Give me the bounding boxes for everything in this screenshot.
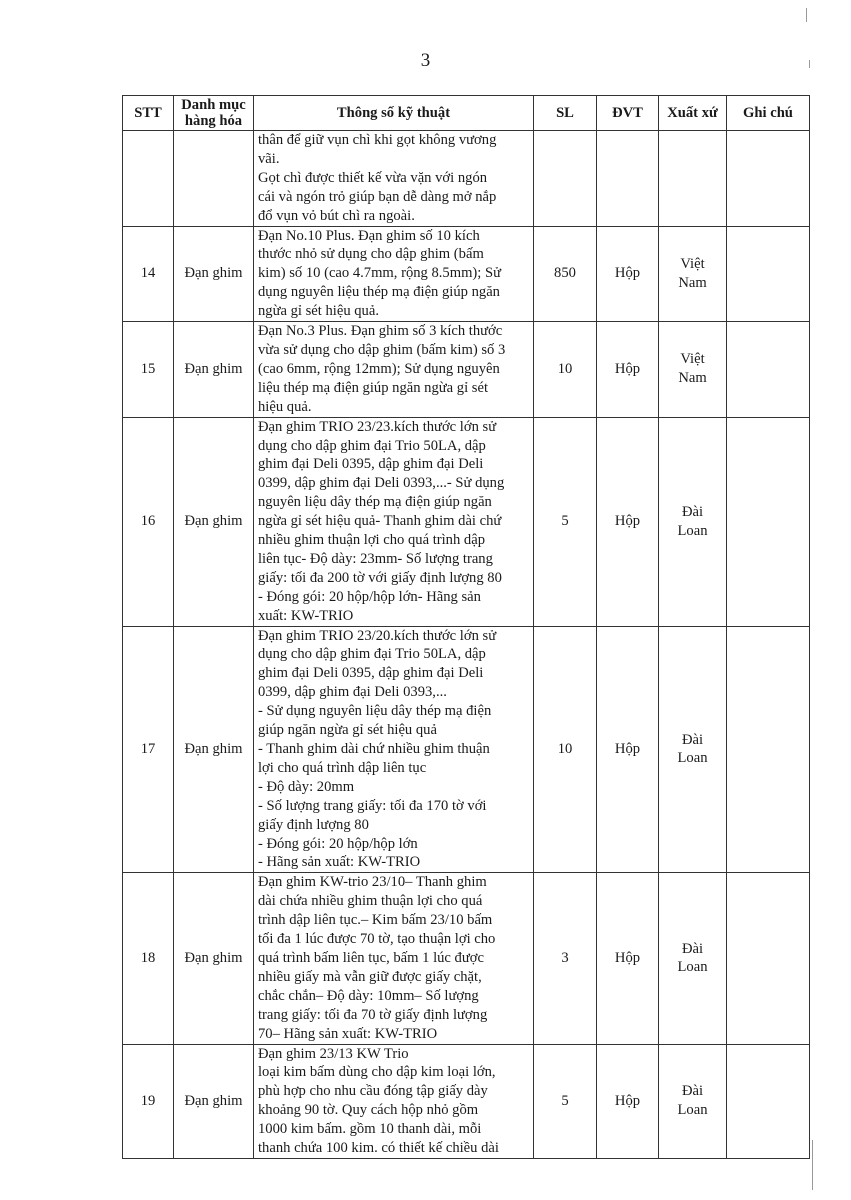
header-stt: STT [123, 96, 174, 131]
spec-line: nhiều ghim thuận lợi cho quá trình dập [258, 532, 485, 549]
spec-line: nhiều giấy mà vẫn giữ được giấy chặt, [258, 968, 482, 985]
spec-line: Đạn ghim TRIO 23/23.kích thước lớn sử [258, 418, 497, 435]
spec-line: nguyên liệu dây thép mạ điện giúp ngăn [258, 494, 492, 511]
spec-cell [254, 626, 534, 873]
spec-line: Đạn ghim KW-trio 23/10– Thanh ghim [258, 874, 487, 891]
origin-cell: Đài Loan [659, 873, 727, 1044]
spec-line: 70– Hãng sản xuất: KW-TRIO [258, 1025, 438, 1042]
note-cell [727, 226, 810, 322]
qty-cell: 3 [534, 873, 597, 1044]
spec-line: trang giấy: tối đa 70 tờ giấy định lượng [258, 1006, 488, 1023]
spec-line: Đạn No.3 Plus. Đạn ghim số 3 kích thước [258, 323, 503, 340]
scan-artifact [806, 8, 807, 22]
spec-line: - Sử dụng nguyên liệu dây thép mạ điện [258, 703, 492, 720]
spec-line: trình dập liên tục.– Kim bấm 23/10 bấm [258, 912, 493, 929]
spec-line: tối đa 1 lúc được 70 tờ, tạo thuận lợi cho [258, 931, 496, 948]
header-item-name: Danh mục hàng hóa [174, 96, 254, 131]
header-spec: Thông số kỹ thuật [254, 96, 534, 131]
spec-line: - Số lượng trang giấy: tối đa 170 tờ với [258, 797, 487, 814]
spec-line: đổ vụn vỏ bút chì ra ngoài. [258, 207, 415, 224]
stt-cell [123, 131, 174, 227]
scan-artifact [809, 60, 810, 68]
origin-cell: Việt Nam [659, 322, 727, 418]
qty-cell: 850 [534, 226, 597, 322]
spec-line: Đạn ghim TRIO 23/20.kích thước lớn sử [258, 627, 497, 644]
origin-cell: Việt Nam [659, 226, 727, 322]
unit-cell [597, 131, 659, 227]
spec-line: cái và ngón trỏ giúp bạn dễ dàng mở nắp [258, 188, 497, 205]
spec-line: 0399, dập ghim đại Deli 0393,...- Sử dụng [258, 475, 505, 492]
item-name-cell: Đạn ghim [174, 626, 254, 873]
spec-line: liệu thép mạ điện giúp ngăn ngừa gỉ sét [258, 379, 489, 396]
spec-line: ngừa gỉ sét hiệu quả. [258, 303, 379, 320]
table-row [123, 873, 810, 1044]
header-qty: SL [534, 96, 597, 131]
spec-line: loại kim bấm dùng cho dập kim loại lớn, [258, 1064, 496, 1081]
item-name-cell [174, 131, 254, 227]
note-cell [727, 626, 810, 873]
unit-cell: Hộp [597, 873, 659, 1044]
unit-cell: Hộp [597, 322, 659, 418]
spec-line: dụng nguyên liệu thép mạ điện giúp ngăn [258, 284, 500, 301]
spec-line: thước nhỏ sử dụng cho dập ghim (bấm [258, 246, 484, 263]
spec-line: - Thanh ghim dài chứ nhiều ghim thuận [258, 741, 490, 757]
unit-cell: Hộp [597, 1044, 659, 1158]
scan-artifact [812, 1140, 813, 1190]
table-row [123, 626, 810, 873]
page-number: 3 [420, 50, 431, 71]
spec-line: quá trình bấm liên tục, bấm 1 lúc được [258, 949, 484, 966]
qty-cell: 10 [534, 322, 597, 418]
stt-cell: 15 [123, 322, 174, 418]
table-body [123, 131, 810, 1159]
spec-line: dụng cho dập ghim đại Trio 50LA, dập [258, 646, 486, 663]
spec-line: - Đóng gói: 20 hộp/hộp lớn- Hãng sản [258, 588, 481, 605]
unit-cell: Hộp [597, 626, 659, 873]
spec-line: giúp ngăn ngừa gỉ sét hiệu quả [258, 722, 437, 739]
spec-line: dụng cho dập ghim đại Trio 50LA, dập [258, 437, 486, 454]
spec-line: vãi. [258, 150, 280, 167]
qty-cell: 5 [534, 1044, 597, 1158]
spec-line: vừa sử dụng cho dập ghim (bấm kim) số 3 [258, 341, 506, 358]
origin-cell: Đài Loan [659, 1044, 727, 1158]
table-row [123, 1044, 810, 1158]
spec-line: hiệu quả. [258, 398, 312, 415]
spec-line: khoảng 90 tờ. Quy cách hộp nhỏ gồm [258, 1102, 479, 1119]
unit-cell: Hộp [597, 226, 659, 322]
spec-line: (cao 6mm, rộng 12mm); Sử dụng nguyên [258, 360, 500, 377]
origin-cell: Đài Loan [659, 626, 727, 873]
origin-cell [659, 131, 727, 227]
note-cell [727, 1044, 810, 1158]
spec-cell [254, 417, 534, 626]
spec-line: dài chứa nhiều ghim thuận lợi cho quá [258, 893, 483, 910]
header-origin: Xuất xứ [659, 96, 727, 131]
table-row [123, 417, 810, 626]
spec-line: giấy: tối đa 200 tờ với giấy định lượng 80 [258, 569, 502, 586]
qty-cell: 10 [534, 626, 597, 873]
note-cell [727, 873, 810, 1044]
header-note: Ghi chú [727, 96, 810, 131]
stt-cell: 17 [123, 626, 174, 873]
item-name-cell: Đạn ghim [174, 873, 254, 1044]
specification-table [122, 95, 810, 1159]
spec-line: Đạn ghim 23/13 KW Trio [258, 1045, 409, 1062]
table-row [123, 131, 810, 227]
spec-line: - Hãng sản xuất: KW-TRIO [258, 854, 421, 871]
qty-cell [534, 131, 597, 227]
spec-line: thân để giữ vụn chì khi gọt không vương [258, 132, 497, 148]
note-cell [727, 417, 810, 626]
spec-line: phù hợp cho nhu cầu đóng tập giấy dày [258, 1083, 488, 1100]
spec-cell [254, 322, 534, 418]
spec-line: kim) số 10 (cao 4.7mm, rộng 8.5mm); Sử [258, 265, 502, 282]
origin-cell: Đài Loan [659, 417, 727, 626]
stt-cell: 18 [123, 873, 174, 1044]
spec-line: - Độ dày: 20mm [258, 778, 355, 795]
item-name-cell: Đạn ghim [174, 226, 254, 322]
spec-cell [254, 873, 534, 1044]
item-name-cell: Đạn ghim [174, 322, 254, 418]
spec-line: ngừa gỉ sét hiệu quả- Thanh ghim dài chứ [258, 513, 502, 530]
spec-line: Gọt chì được thiết kế vừa vặn với ngón [258, 169, 488, 186]
stt-cell: 14 [123, 226, 174, 322]
spec-line: ghim đại Deli 0395, dập ghim đại Deli [258, 665, 484, 682]
header-unit: ĐVT [597, 96, 659, 131]
spec-line: giấy định lượng 80 [258, 816, 369, 833]
qty-cell: 5 [534, 417, 597, 626]
spec-line: Đạn No.10 Plus. Đạn ghim số 10 kích [258, 227, 480, 244]
spec-line: 0399, dập ghim đại Deli 0393,... [258, 684, 447, 701]
spec-line: liên tục- Độ dày: 23mm- Số lượng trang [258, 550, 493, 567]
item-name-cell: Đạn ghim [174, 1044, 254, 1158]
stt-cell: 16 [123, 417, 174, 626]
spec-line: 1000 kim bấm. gồm 10 thanh dài, mỗi [258, 1121, 482, 1138]
item-name-cell: Đạn ghim [174, 417, 254, 626]
note-cell [727, 131, 810, 227]
spec-line: chắc chắn– Độ dày: 10mm– Số lượng [258, 987, 479, 1004]
spec-cell [254, 226, 534, 322]
stt-cell: 19 [123, 1044, 174, 1158]
spec-cell [254, 131, 534, 227]
spec-line: - Đóng gói: 20 hộp/hộp lớn [258, 835, 418, 852]
table-row [123, 322, 810, 418]
table-header-row [123, 96, 810, 131]
table-row [123, 226, 810, 322]
unit-cell: Hộp [597, 417, 659, 626]
spec-line: ghim đại Deli 0395, dập ghim đại Deli [258, 456, 484, 473]
note-cell [727, 322, 810, 418]
spec-line: thanh chứa 100 kim. có thiết kế chiều dài [258, 1140, 499, 1157]
spec-line: lợi cho quá trình dập liên tục [258, 759, 427, 776]
spec-cell [254, 1044, 534, 1158]
spec-line: xuất: KW-TRIO [258, 607, 354, 624]
